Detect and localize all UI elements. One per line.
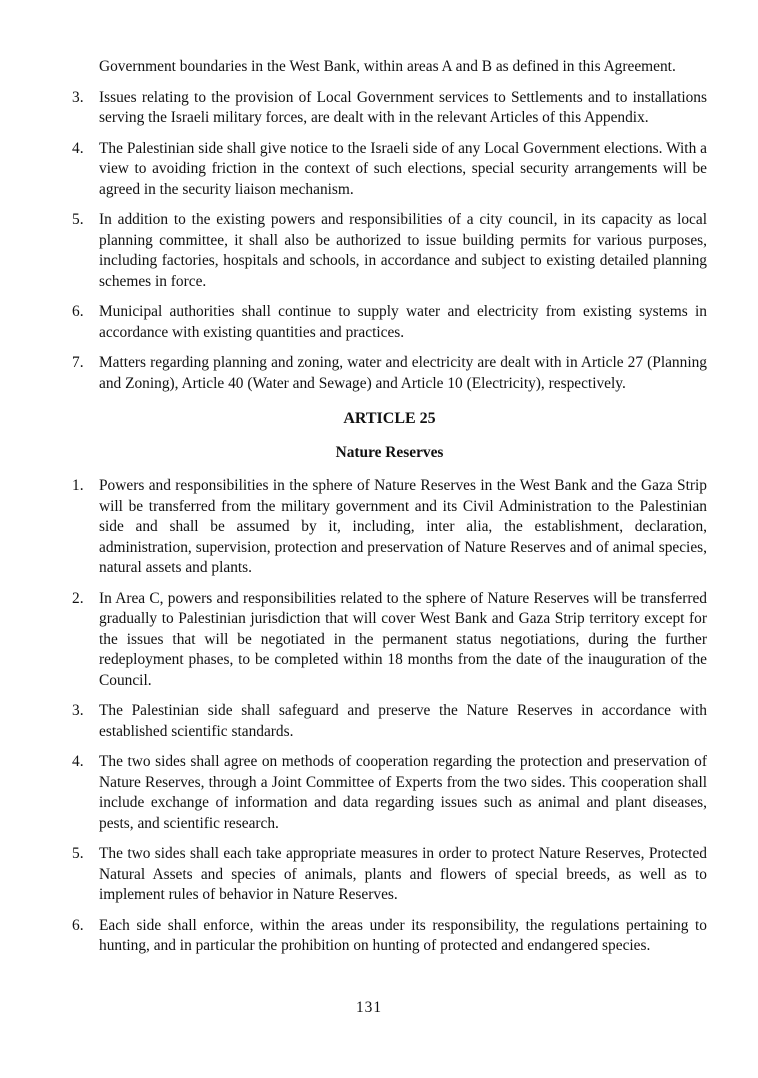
document-body: [72, 57, 707, 957]
clause-number: 4.: [72, 139, 84, 157]
clause-nr-1: [72, 476, 707, 579]
clause-nr-5: [72, 844, 707, 906]
clause-lg-5: [72, 210, 707, 292]
clause-number: 2.: [72, 589, 84, 607]
continuation-paragraph: Government boundaries in the West Bank, within areas A and B as defined in this Agreement.: [99, 58, 676, 75]
clause-number: 1.: [72, 477, 84, 494]
clause-number: 6.: [72, 916, 84, 934]
clause-text: The Palestinian side shall safeguard and preserve the Nature Reserves in accordance with established scientific standards.: [99, 702, 707, 740]
clause-nr-2: [72, 589, 707, 692]
clause-text: Powers and responsibilities in the sphere of Nature Reserves in the West Bank and the Gaza Strip will be transferred from the military government and its Civil Administration to the Palestinian side and shall be assumed by it, including, inter alia, the establishment, declaration, administration, supervision, protection and preservation of Nature Reserves and of animal species, natural assets and plants.: [99, 477, 707, 576]
clause-number: 5.: [72, 211, 84, 228]
clause-nr-3: [72, 701, 707, 742]
clause-text: The Palestinian side shall give notice to the Israeli side of any Local Government elections. With a view to avoiding friction in the context of such elections, special security arrangements will be agreed in the security liaison mechanism.: [99, 139, 707, 198]
clause-nr-6: [72, 916, 707, 957]
clause-lg-6: [72, 302, 707, 343]
clause-lg-4: [72, 139, 707, 201]
clause-text: Municipal authorities shall continue to supply water and electricity from existing systems in accordance with existing quantities and practices.: [99, 303, 707, 341]
clause-text: In addition to the existing powers and responsibilities of a city council, in its capacity as local planning committee, it shall also be authorized to issue building permits for various purposes, including factories, hospitals and schools, in accordance and subject to existing detailed planning schemes in force.: [99, 211, 707, 290]
clause-lg-7: [72, 353, 707, 394]
clause-text: The two sides shall agree on methods of cooperation regarding the protection and preservation of Nature Reserves, through a Joint Committee of Experts from the two sides. This cooperation shall include exchange of information and data regarding issues such as animal and plant diseases, pests, and scientific research.: [99, 753, 707, 832]
clause-number: 6.: [72, 303, 84, 320]
clause-number: 3.: [72, 88, 84, 106]
clause-text: Each side shall enforce, within the areas under its responsibility, the regulations pertaining to hunting, and in particular the prohibition on hunting of protected and endangered species.: [99, 916, 707, 954]
clause-text: In Area C, powers and responsibilities related to the sphere of Nature Reserves will be transferred gradually to Palestinian jurisdiction that will cover West Bank and Gaza Strip territory except for the issues that will be negotiated in the permanent status negotiations, during the further redeployment phases, to be completed within 18 months from the date of the inauguration of the Council.: [99, 589, 707, 689]
clause-number: 3.: [72, 702, 84, 719]
clause-number: 5.: [72, 845, 84, 862]
clause-text: The two sides shall each take appropriate measures in order to protect Nature Reserves, Protected Natural Assets and species of animals, plants and flowers of special breeds, as well as to implement rules of behavior in Nature Reserves.: [99, 845, 707, 903]
clause-number: 7.: [72, 354, 84, 371]
clause-text: Matters regarding planning and zoning, water and electricity are dealt with in Article 27 (Planning and Zoning), Article 40 (Water and Sewage) and Article 10 (Electricity), respectively.: [99, 354, 707, 392]
page-number: 131: [355, 999, 383, 1016]
article-heading: ARTICLE 25: [343, 410, 436, 427]
clause-lg-3: [72, 88, 707, 129]
clause-nr-4: [72, 752, 707, 834]
clause-text: Issues relating to the provision of Local Government services to Settlements and to installations serving the Israeli military forces, are dealt with in the relevant Articles of this Appendix.: [99, 88, 707, 126]
article-subheading: Nature Reserves: [335, 443, 444, 461]
clause-number: 4.: [72, 753, 84, 770]
